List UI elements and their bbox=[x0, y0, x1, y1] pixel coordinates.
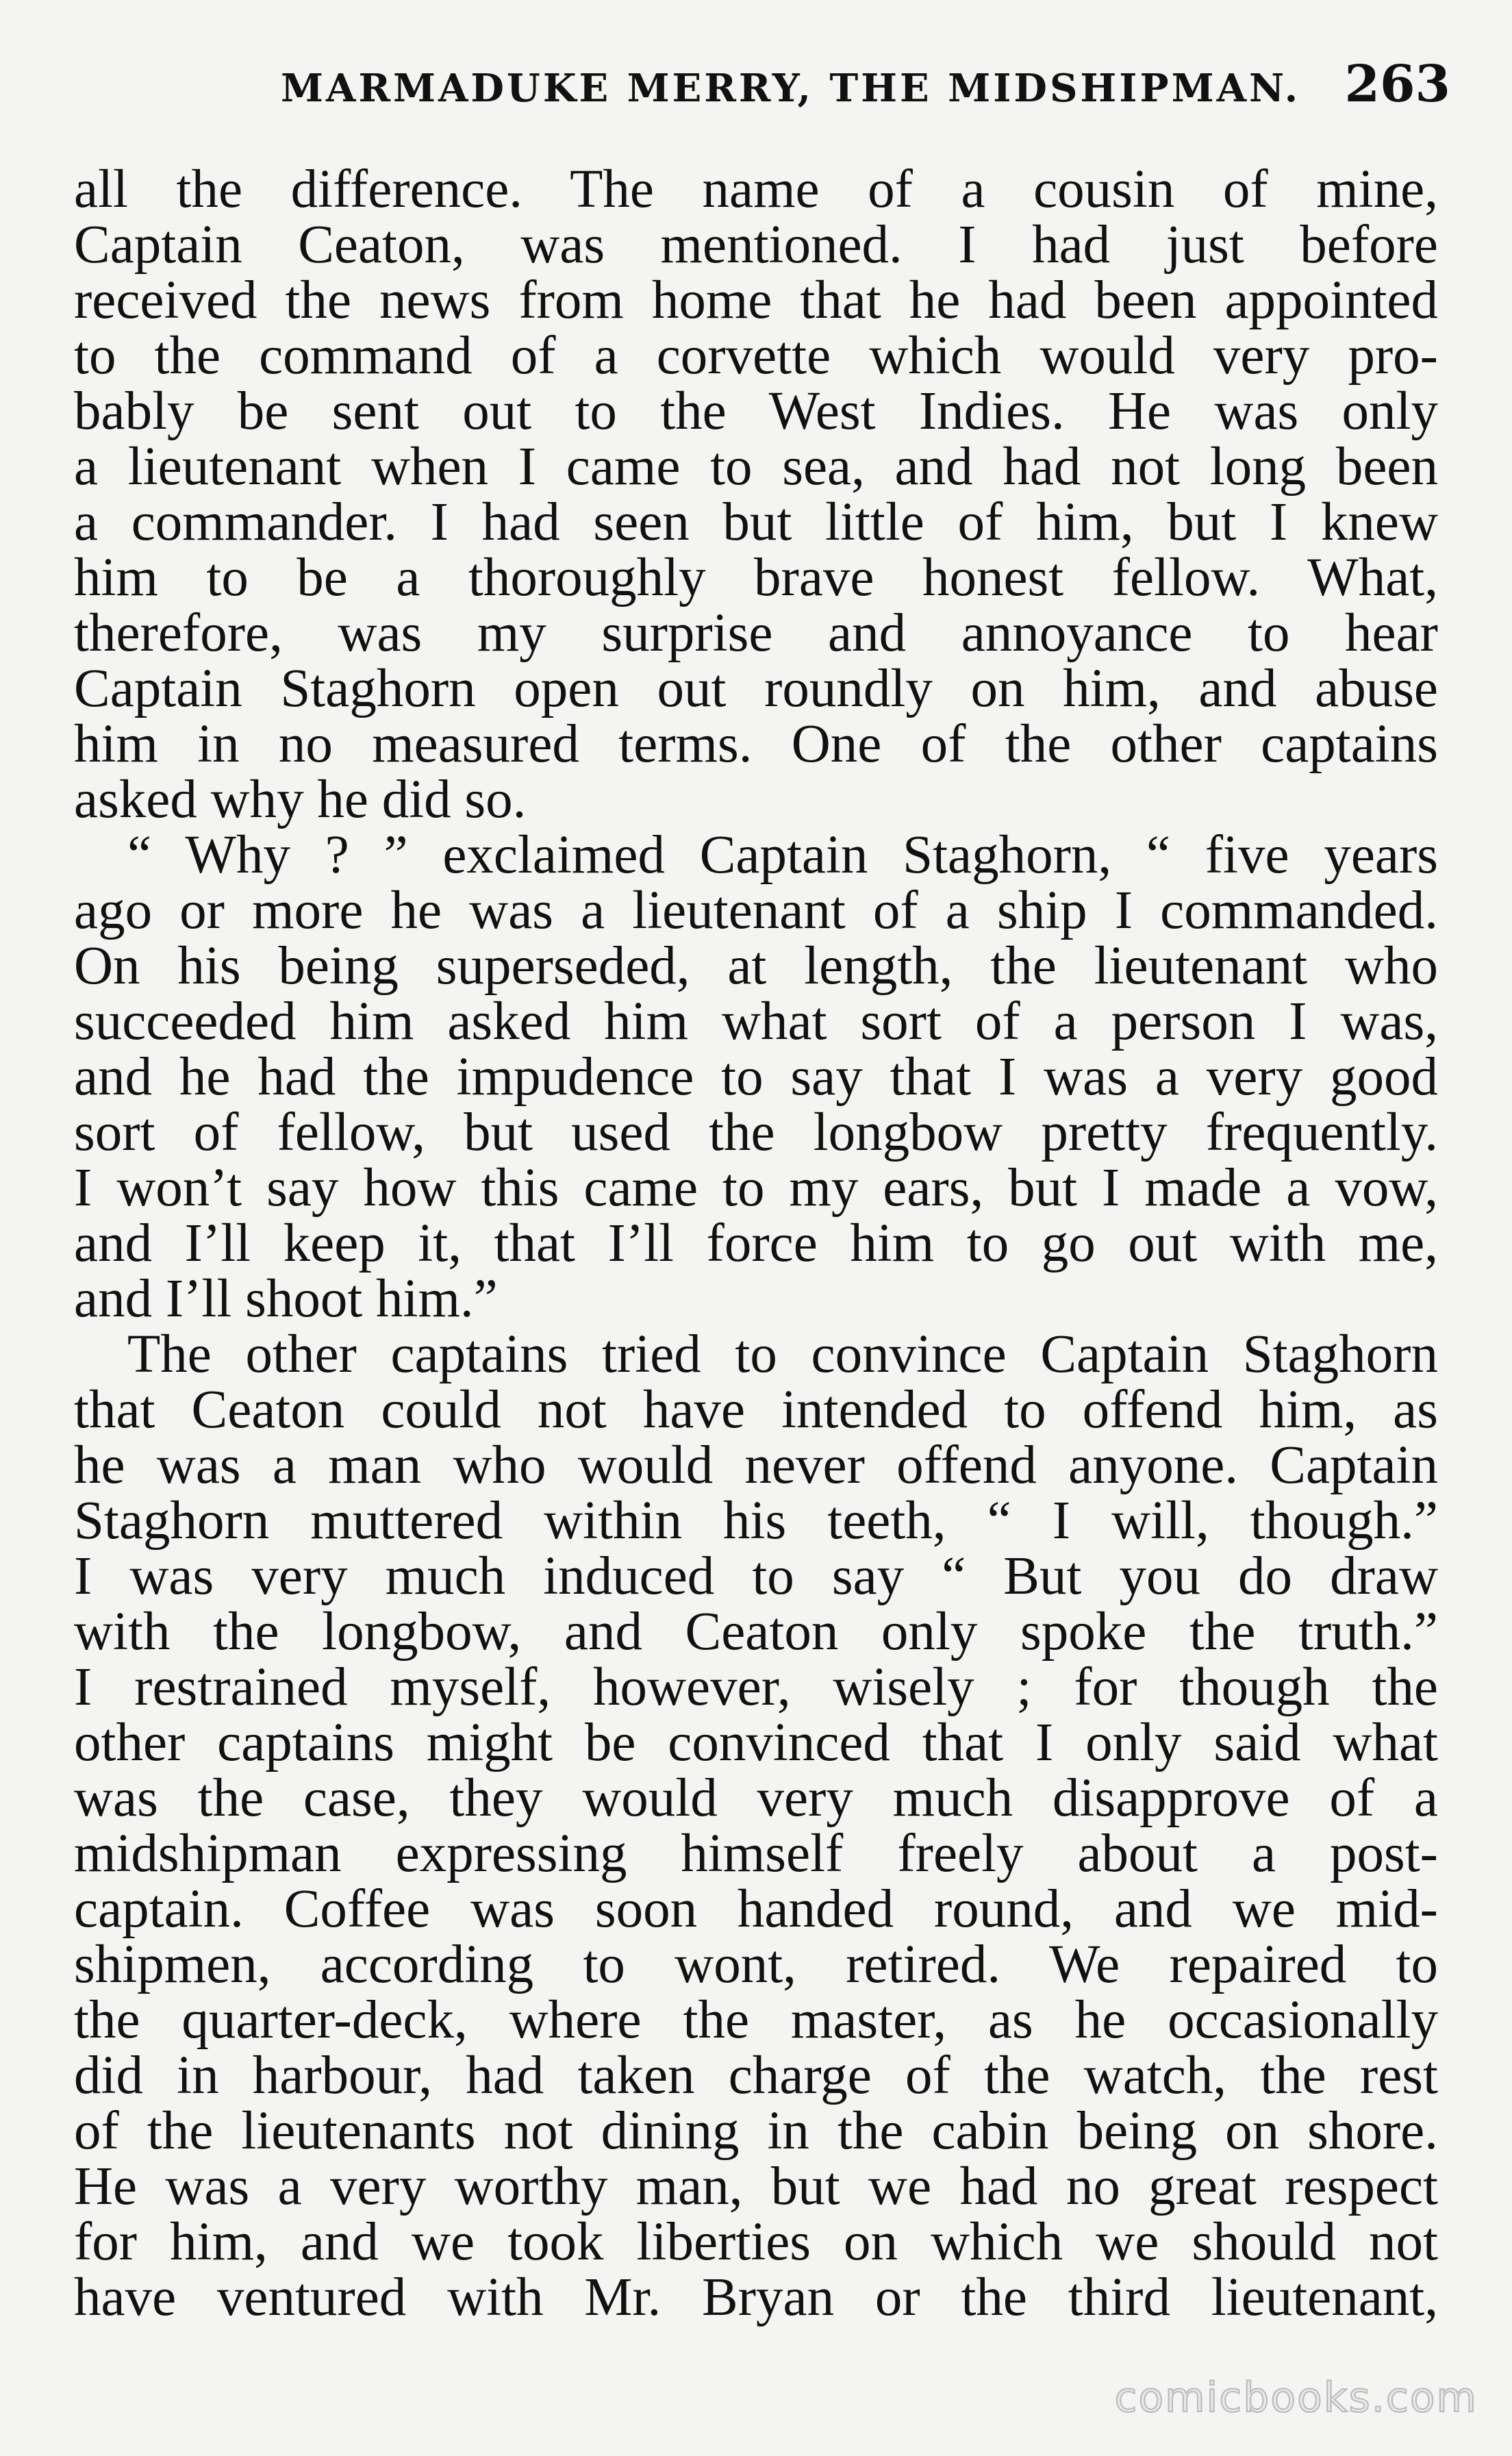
text-line: asked why he did so. bbox=[74, 770, 527, 829]
text-line: “ Why ? ” exclaimed Captain Staghorn, “ five years bbox=[127, 825, 1438, 885]
text-line: Captain Ceaton, was mentioned. I had just before bbox=[74, 215, 1438, 275]
running-title: MARMADUKE MERRY, THE MIDSHIPMAN. bbox=[281, 66, 1301, 111]
text-line: Captain Staghorn open out roundly on him, and abuse bbox=[74, 659, 1438, 718]
page-header bbox=[75, 55, 1450, 123]
text-line: I won’t say how this came to my ears, but I made a vow, bbox=[74, 1158, 1438, 1218]
text-line: did in harbour, had taken charge of the watch, the rest bbox=[74, 2046, 1438, 2105]
text-line: of the lieutenants not dining in the cabin being on shore. bbox=[74, 2101, 1438, 2161]
text-line: received the news from home that he had been appointed bbox=[74, 271, 1438, 330]
text-line: ago or more he was a lieutenant of a ship I commanded. bbox=[74, 881, 1438, 940]
text-line: was the case, they would very much disapprove of a bbox=[74, 1768, 1438, 1828]
text-line: I was very much induced to say “ But you do draw bbox=[74, 1546, 1438, 1606]
text-line: him to be a thoroughly brave honest fellow. What, bbox=[74, 548, 1438, 607]
text-line: shipmen, according to wont, retired. We repaired to bbox=[74, 1935, 1438, 1994]
text-line: and I’ll keep it, that I’ll force him to go out with me, bbox=[74, 1214, 1438, 1273]
text-line: The other captains tried to convince Captain Staghorn bbox=[127, 1325, 1438, 1384]
text-line: a lieutenant when I came to sea, and had not long been bbox=[74, 437, 1438, 497]
text-line: sort of fellow, but used the longbow pretty frequently. bbox=[74, 1103, 1438, 1162]
text-line: and I’ll shoot him.” bbox=[74, 1269, 498, 1329]
text-line: for him, and we took liberties on which we should not bbox=[74, 2212, 1438, 2272]
page-number: 263 bbox=[1344, 55, 1450, 114]
text-line: He was a very worthy man, but we had no great respect bbox=[74, 2157, 1438, 2216]
text-line: other captains might be convinced that I only said what bbox=[74, 1713, 1438, 1772]
text-line: a commander. I had seen but little of him, but I knew bbox=[74, 492, 1438, 552]
text-line: all the difference. The name of a cousin of mine, bbox=[74, 160, 1438, 219]
text-line: he was a man who would never offend anyone. Captain bbox=[74, 1436, 1438, 1495]
text-line: that Ceaton could not have intended to offend him, as bbox=[74, 1380, 1438, 1440]
text-line: Staghorn muttered within his teeth, “ I will, though.” bbox=[74, 1491, 1438, 1551]
text-line: succeeded him asked him what sort of a person I was, bbox=[74, 992, 1438, 1051]
text-line: On his being superseded, at length, the lieutenant who bbox=[74, 936, 1438, 996]
text-line: therefore, was my surprise and annoyance to hear bbox=[74, 603, 1438, 663]
text-line: have ventured with Mr. Bryan or the third lieutenant, bbox=[74, 2268, 1438, 2327]
watermark: comicbooks.com bbox=[1114, 2374, 1478, 2422]
text-line: with the longbow, and Ceaton only spoke the truth.” bbox=[74, 1602, 1438, 1662]
text-line: to the command of a corvette which would very pro- bbox=[74, 326, 1438, 386]
text-line: bably be sent out to the West Indies. He was only bbox=[74, 381, 1438, 441]
text-line: midshipman expressing himself freely about a post- bbox=[74, 1824, 1438, 1883]
text-line: captain. Coffee was soon handed round, and we mid- bbox=[74, 1879, 1438, 1939]
text-line: him in no measured terms. One of the other captains bbox=[74, 714, 1438, 774]
text-line: and he had the impudence to say that I was a very good bbox=[74, 1047, 1438, 1107]
body-text bbox=[74, 162, 1438, 2325]
text-line: the quarter-deck, where the master, as he occasionally bbox=[74, 1990, 1438, 2050]
text-line: I restrained myself, however, wisely ; for though the bbox=[74, 1657, 1438, 1717]
